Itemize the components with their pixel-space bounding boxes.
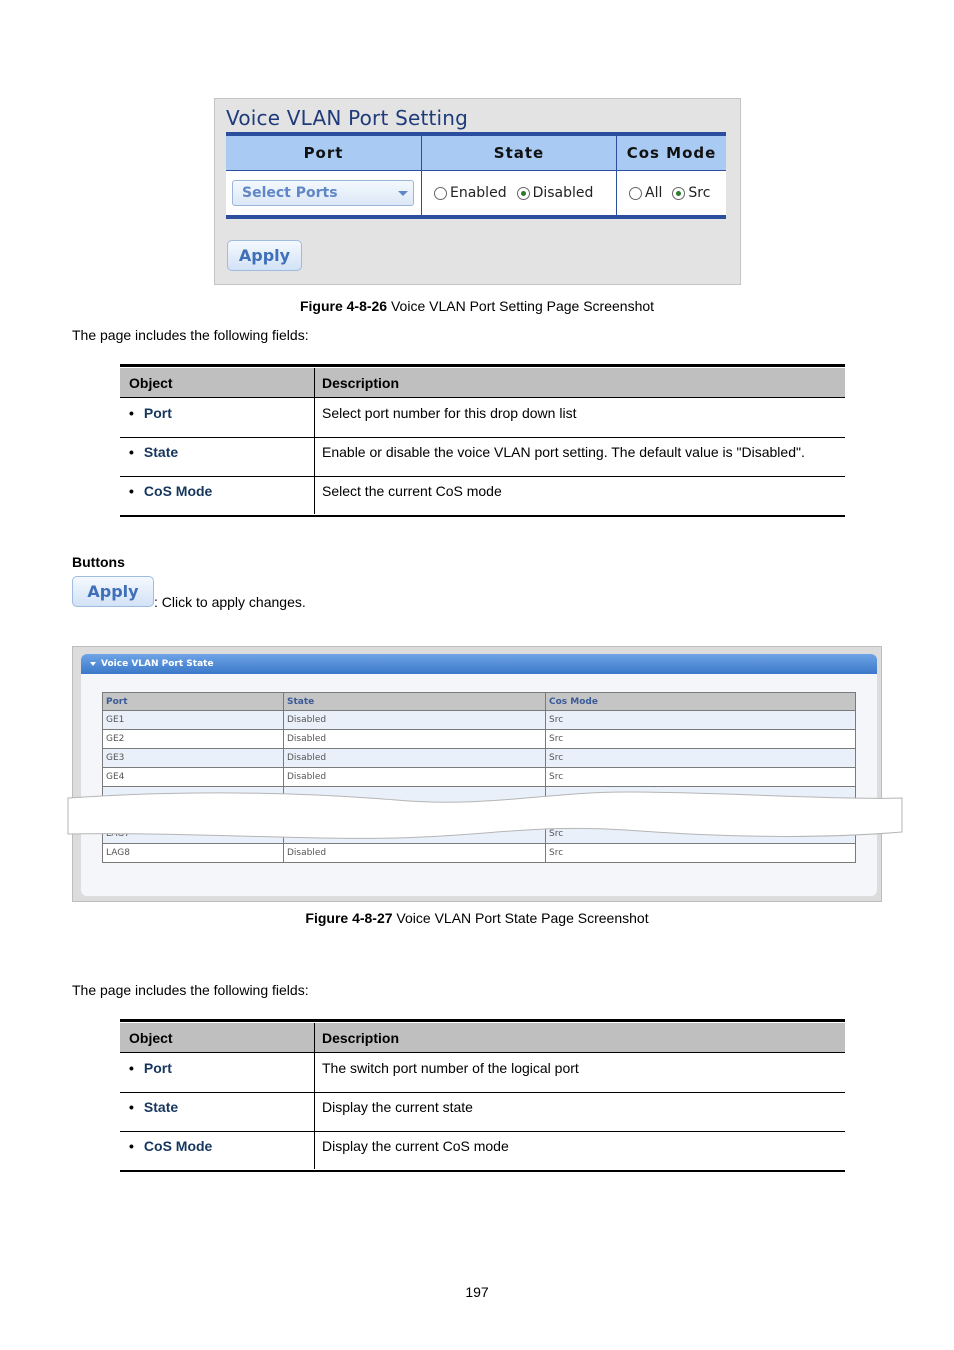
- table-bottom-rule: [120, 515, 845, 517]
- state-disabled-label: Disabled: [532, 185, 594, 201]
- table-row: [102, 711, 856, 730]
- port-column-header: Port: [103, 693, 284, 711]
- table-row: [120, 1053, 845, 1093]
- object-cell: • State: [129, 1099, 179, 1115]
- object-label: Port: [143, 1060, 172, 1076]
- description-cell: Select port number for this drop down list: [322, 405, 577, 421]
- cos-src-radio[interactable]: [672, 187, 685, 200]
- object-cell: • CoS Mode: [129, 1138, 213, 1154]
- object-header: Object: [129, 375, 173, 391]
- page-number: 197: [465, 1284, 489, 1300]
- description-header: Description: [322, 1030, 400, 1046]
- object-label: CoS Mode: [143, 1138, 213, 1154]
- table-row: [120, 398, 845, 438]
- table-row: [102, 844, 856, 863]
- apply-button-sample[interactable]: Apply: [72, 576, 154, 607]
- port-state-frame: [81, 654, 877, 896]
- table-top-rule: [120, 1019, 845, 1022]
- state-column-header: State: [284, 693, 546, 711]
- chevron-down-icon: [398, 191, 408, 196]
- port-column-header: Port: [226, 136, 422, 170]
- description-cell: Enable or disable the voice VLAN port setting. The default value is "Disabled".: [322, 444, 805, 460]
- buttons-heading: Buttons: [72, 554, 125, 570]
- description-cell: Select the current CoS mode: [322, 483, 502, 499]
- state-cell: Disabled: [284, 711, 546, 729]
- cos-mode-column-header: Cos Mode: [617, 136, 726, 170]
- object-label: CoS Mode: [143, 483, 213, 499]
- apply-button[interactable]: Apply: [227, 240, 302, 271]
- intro-paragraph-1: The page includes the following fields:: [72, 327, 309, 343]
- port-setting-table: [226, 132, 726, 219]
- description-header: Description: [322, 375, 400, 391]
- description-cell: Display the current state: [322, 1099, 473, 1115]
- table-bottom-rule: [120, 1170, 845, 1172]
- fields-table-2: [120, 1019, 845, 1174]
- table-row: [120, 1092, 845, 1132]
- cos-mode-cell: Src: [549, 848, 564, 858]
- table-row: [120, 437, 845, 477]
- select-ports-dropdown[interactable]: [232, 180, 414, 206]
- cos-all-radio[interactable]: [629, 187, 642, 200]
- panel-title-bar[interactable]: [81, 654, 877, 674]
- figure1-caption: [0, 298, 954, 314]
- cos-src-label: Src: [688, 185, 711, 201]
- figure2-caption-number: Figure 4-8-27: [305, 910, 393, 926]
- table-row: [102, 730, 856, 749]
- port-cell: GE3: [103, 749, 284, 767]
- object-cell: • CoS Mode: [129, 483, 213, 499]
- figure2-caption: [0, 910, 954, 926]
- port-cell: [226, 170, 422, 215]
- table-header-row: [120, 368, 845, 398]
- figure1-caption-number: Figure 4-8-26: [299, 298, 388, 314]
- object-cell: • Port: [129, 405, 172, 421]
- description-cell: Display the current CoS mode: [322, 1138, 509, 1154]
- table-row: [102, 768, 856, 787]
- cos-mode-cell: Src: [549, 772, 564, 782]
- state-column-header: State: [422, 136, 617, 170]
- state-cell: Disabled: [284, 844, 546, 862]
- figure2-caption-text: Voice VLAN Port State Page Screenshot: [392, 910, 649, 926]
- state-enabled-radio[interactable]: [434, 187, 447, 200]
- panel-title: Voice VLAN Port Setting: [226, 106, 469, 130]
- cos-mode-cell: Src: [549, 753, 564, 763]
- figure1-caption-text: Voice VLAN Port Setting Page Screenshot: [387, 298, 655, 314]
- object-label: State: [143, 444, 179, 460]
- port-cell: LAG8: [103, 844, 284, 862]
- description-cell: The switch port number of the logical port: [322, 1060, 579, 1076]
- cos-mode-cell: Src: [549, 734, 564, 744]
- object-label: State: [143, 1099, 179, 1115]
- cos-all-label: All: [645, 185, 663, 201]
- cos-mode-cell: Src: [549, 829, 564, 839]
- table-row: [102, 749, 856, 768]
- object-cell: • Port: [129, 1060, 172, 1076]
- object-label: Port: [143, 405, 172, 421]
- table-row: [120, 476, 845, 515]
- state-cell: Disabled: [284, 768, 546, 786]
- voice-vlan-port-state-panel: [72, 646, 882, 902]
- cos-mode-cell: [617, 170, 726, 215]
- port-cell: GE4: [103, 768, 284, 786]
- voice-vlan-port-setting-panel: [214, 98, 741, 285]
- table-top-rule: [120, 364, 845, 367]
- panel-title: Voice VLAN Port State: [101, 659, 214, 669]
- object-header: Object: [129, 1030, 173, 1046]
- port-cell: GE1: [103, 711, 284, 729]
- select-ports-label: Select Ports: [242, 185, 338, 201]
- table-header-row: [120, 1023, 845, 1053]
- intro-paragraph-2: The page includes the following fields:: [72, 982, 309, 998]
- torn-page-break: [66, 790, 904, 842]
- state-cell: Disabled: [284, 749, 546, 767]
- port-cell: GE2: [103, 730, 284, 748]
- fields-table-1: [120, 364, 845, 519]
- state-disabled-radio[interactable]: [517, 187, 530, 200]
- state-enabled-label: Enabled: [450, 185, 507, 201]
- object-cell: • State: [129, 444, 179, 460]
- collapse-arrow-icon[interactable]: [90, 662, 96, 666]
- state-cell: Disabled: [284, 730, 546, 748]
- table-row: [120, 1131, 845, 1170]
- state-cell: [422, 170, 617, 215]
- cos-mode-cell: Src: [549, 715, 564, 725]
- cos-mode-column-header: Cos Mode: [549, 697, 598, 707]
- table-header-row: [102, 692, 856, 711]
- apply-description: : Click to apply changes.: [154, 594, 306, 610]
